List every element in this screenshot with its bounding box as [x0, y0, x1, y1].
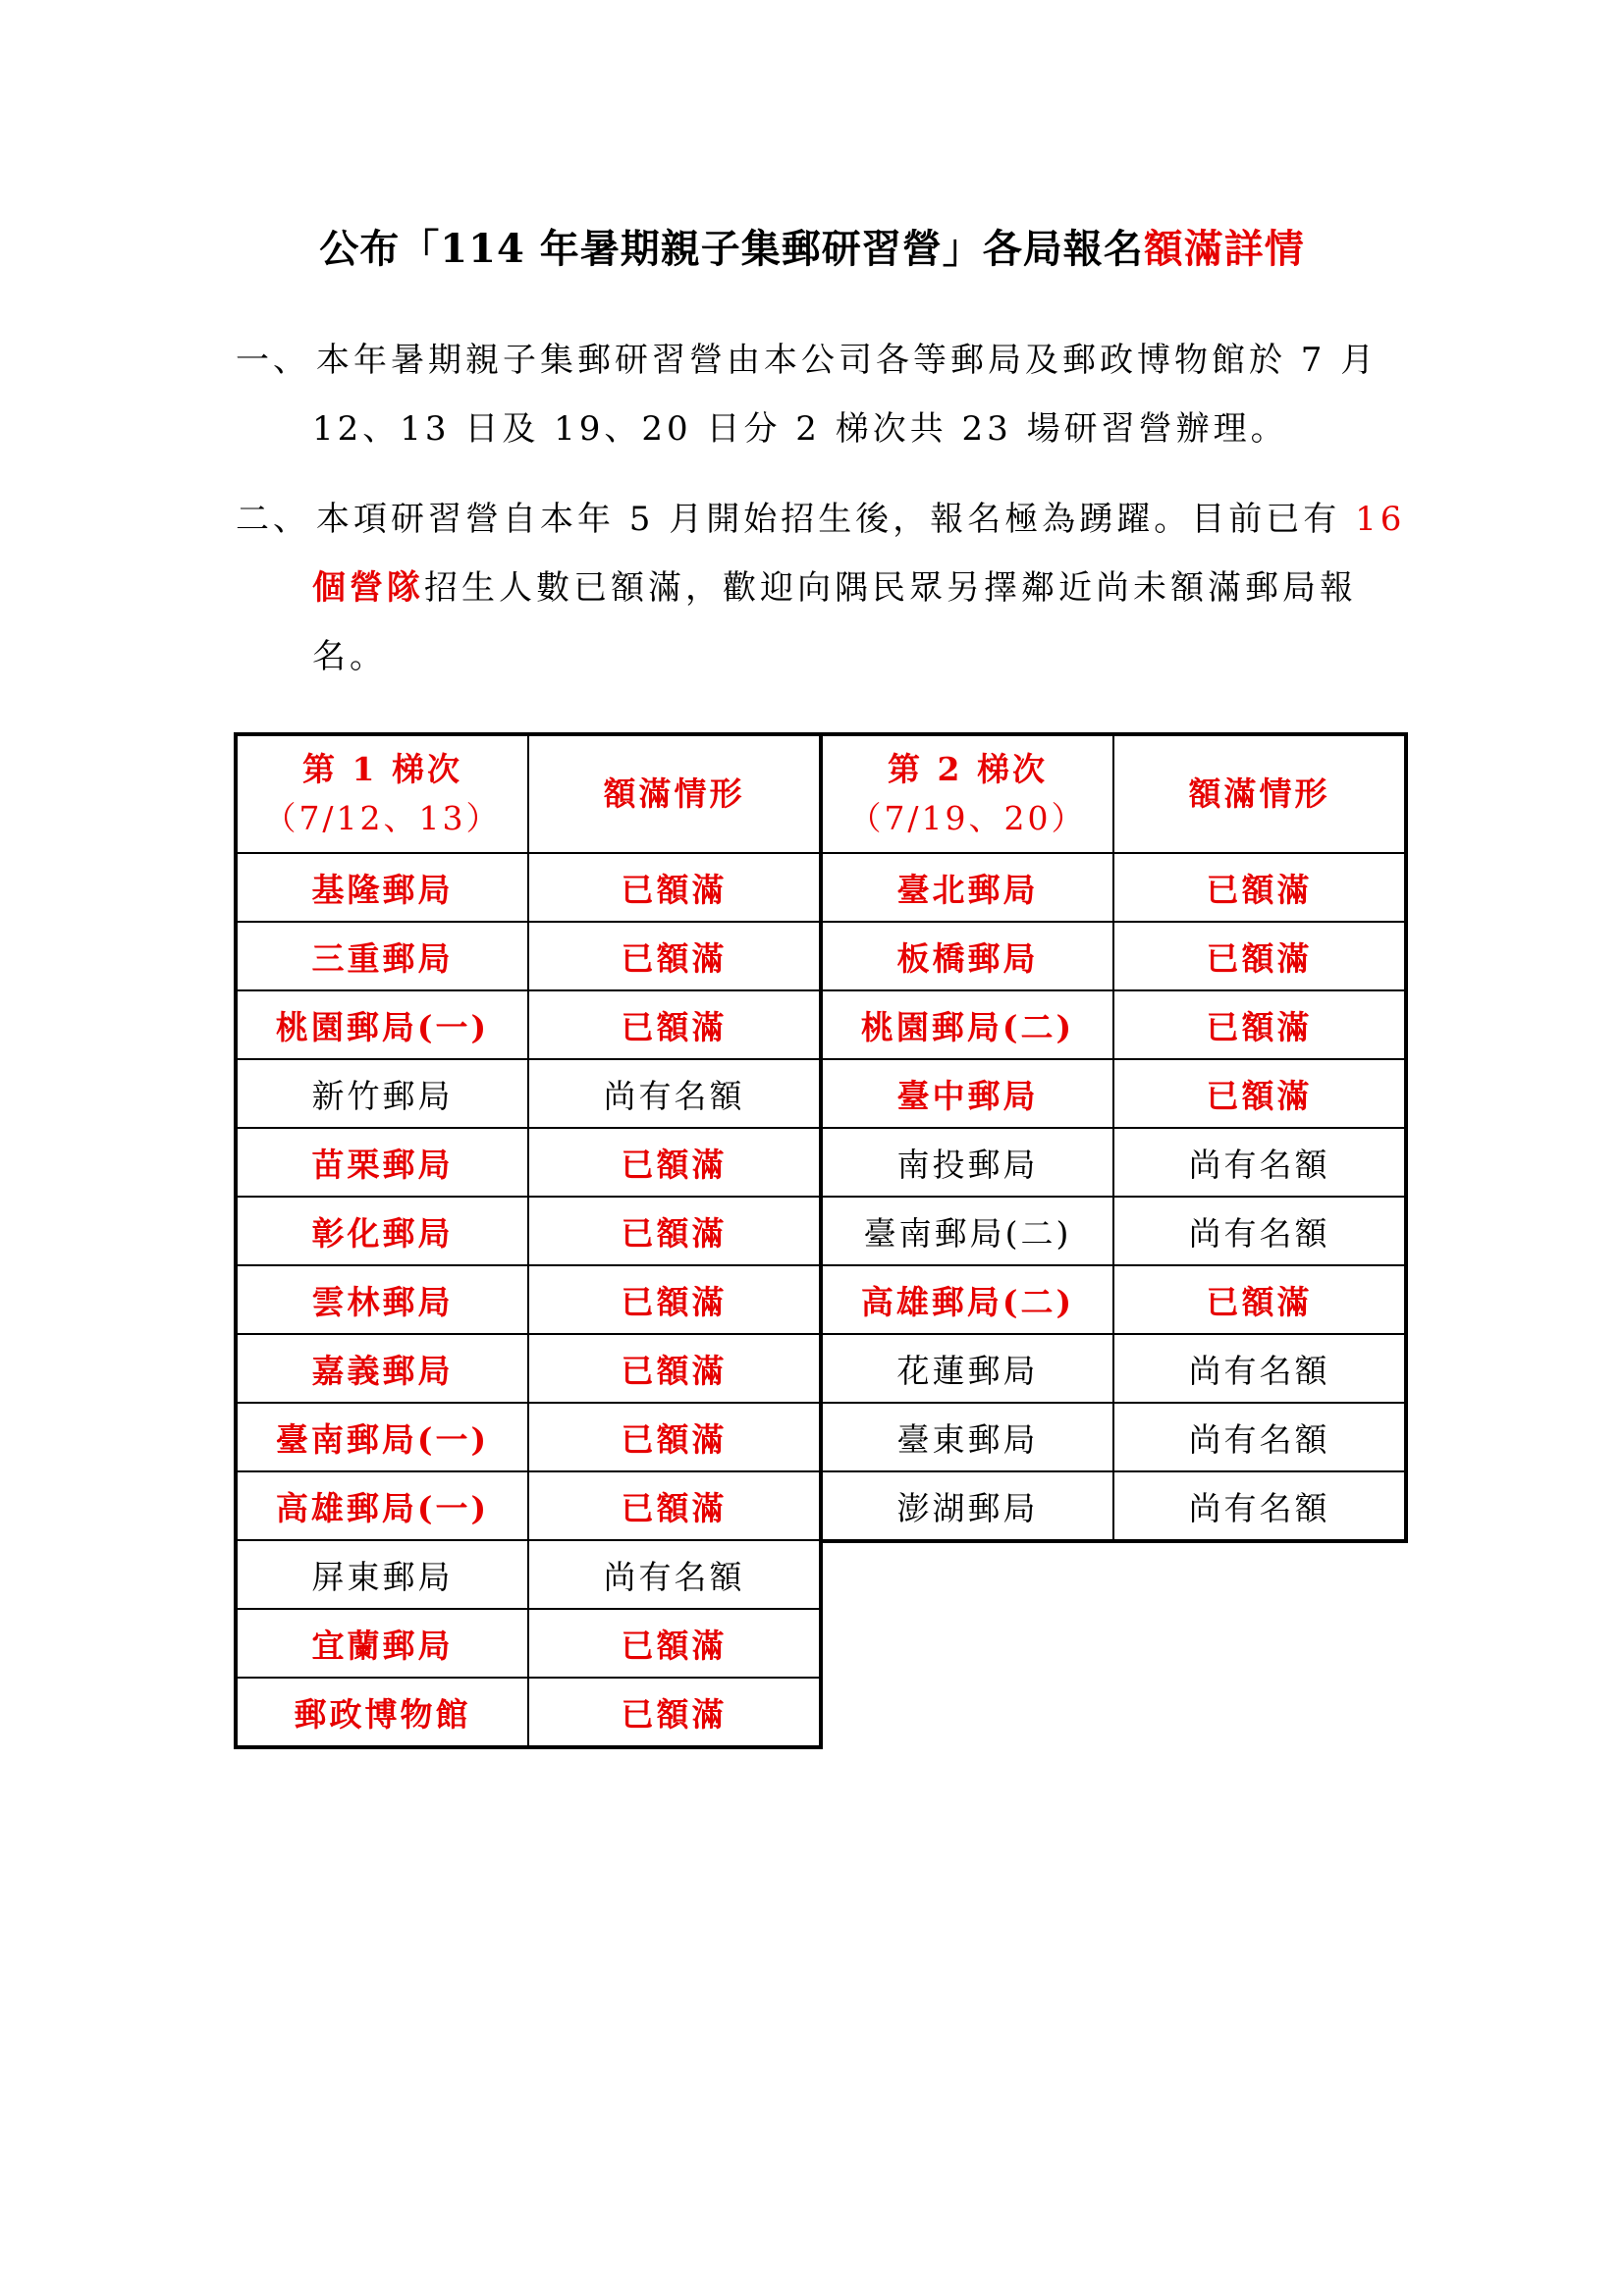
paragraph-1-line-2: 12、13 日及 19、20 日分 2 梯次共 23 場研習營辦理。: [312, 409, 1288, 449]
table-row: [821, 853, 1406, 922]
office-name: 桃園郵局(二): [821, 990, 1113, 1059]
status-cell: 尚有名額: [1113, 1334, 1406, 1403]
status-cell: 尚有名額: [528, 1540, 821, 1609]
office-name: 臺北郵局: [821, 853, 1113, 922]
status-cell: 已額滿: [1113, 990, 1406, 1059]
table-row: [821, 1059, 1406, 1128]
batch-1-header-status: 額滿情形: [528, 734, 821, 853]
office-name: 板橋郵局: [821, 922, 1113, 990]
office-name: 屏東郵局: [236, 1540, 528, 1609]
status-cell: 已額滿: [528, 1128, 821, 1197]
office-name: 新竹郵局: [236, 1059, 528, 1128]
office-name: 雲林郵局: [236, 1265, 528, 1334]
status-cell: 已額滿: [528, 1197, 821, 1265]
status-cell: 已額滿: [1113, 1265, 1406, 1334]
office-name: 高雄郵局(二): [821, 1265, 1113, 1334]
status-cell: 尚有名額: [1113, 1197, 1406, 1265]
status-cell: 已額滿: [528, 853, 821, 922]
table-row: [236, 1265, 821, 1334]
office-name: 彰化郵局: [236, 1197, 528, 1265]
status-cell: 尚有名額: [1113, 1128, 1406, 1197]
status-cell: 已額滿: [1113, 853, 1406, 922]
table-row: [236, 1403, 821, 1471]
office-name: 郵政博物館: [236, 1678, 528, 1747]
batch-2-header-status: 額滿情形: [1113, 734, 1406, 853]
status-cell: 尚有名額: [1113, 1471, 1406, 1541]
table-row: [821, 922, 1406, 990]
paragraph-1-line-1: 本年暑期親子集郵研習營由本公司各等郵局及郵政博物館於 7 月: [316, 341, 1379, 380]
batch-1-table: [234, 732, 823, 1749]
table-row: [236, 1128, 821, 1197]
paragraph-2-count: 16: [1355, 500, 1406, 539]
batch-2-table: [819, 732, 1408, 1543]
table-row: [821, 1128, 1406, 1197]
office-name: 苗栗郵局: [236, 1128, 528, 1197]
office-name: 臺南郵局(二): [821, 1197, 1113, 1265]
paragraph-1-number: 一、: [236, 341, 310, 380]
table-row: [236, 1609, 821, 1678]
office-name: 嘉義郵局: [236, 1334, 528, 1403]
table-row: [236, 853, 821, 922]
table-row: [821, 990, 1406, 1059]
office-name: 花蓮郵局: [821, 1334, 1113, 1403]
office-name: 基隆郵局: [236, 853, 528, 922]
batch-2-header-name: 第 2 梯次 （7/19、20）: [821, 734, 1113, 853]
table-row: [821, 1334, 1406, 1403]
paragraph-2-text-a: 本項研習營自本年 5 月開始招生後，報名極為踴躍。目前已有: [316, 500, 1356, 539]
office-name: 南投郵局: [821, 1128, 1113, 1197]
paragraph-2-line-1: [236, 485, 1414, 554]
office-name: 臺中郵局: [821, 1059, 1113, 1128]
batch-1-header-name: 第 1 梯次 （7/12、13）: [236, 734, 528, 853]
status-cell: 尚有名額: [528, 1059, 821, 1128]
title-highlight: 額滿詳情: [1143, 226, 1305, 272]
status-cell: 已額滿: [1113, 922, 1406, 990]
page-title: [0, 218, 1624, 274]
paragraph-2-line-2: [236, 554, 1414, 622]
paragraph-2-text-b: 招生人數已額滿，歡迎向隅民眾另擇鄰近尚未額滿郵局報: [424, 568, 1357, 608]
status-cell: 已額滿: [528, 922, 821, 990]
table-row: [236, 922, 821, 990]
office-name: 桃園郵局(一): [236, 990, 528, 1059]
table-row: [236, 990, 821, 1059]
office-name: 臺南郵局(一): [236, 1403, 528, 1471]
table-row: [236, 1678, 821, 1747]
office-name: 宜蘭郵局: [236, 1609, 528, 1678]
table-row: [821, 1471, 1406, 1541]
paragraph-2-teams: 個營隊: [312, 568, 424, 608]
status-cell: 已額滿: [528, 1334, 821, 1403]
table-row: [821, 1403, 1406, 1471]
status-cell: 尚有名額: [1113, 1403, 1406, 1471]
office-name: 三重郵局: [236, 922, 528, 990]
title-main: 公布「114 年暑期親子集郵研習營」各局報名: [319, 226, 1144, 272]
status-cell: 已額滿: [528, 1265, 821, 1334]
table-row: [236, 1334, 821, 1403]
status-cell: 已額滿: [528, 1403, 821, 1471]
paragraph-2-line-3: 名。: [312, 637, 387, 676]
office-name: 臺東郵局: [821, 1403, 1113, 1471]
table-row: [821, 1197, 1406, 1265]
table-row: [236, 1059, 821, 1128]
status-cell: 已額滿: [528, 1609, 821, 1678]
table-row: [236, 1540, 821, 1609]
paragraph-2: [236, 485, 1414, 691]
office-name: 高雄郵局(一): [236, 1471, 528, 1540]
paragraph-2-number: 二、: [236, 500, 310, 539]
status-cell: 已額滿: [1113, 1059, 1406, 1128]
status-cell: 已額滿: [528, 1471, 821, 1540]
office-name: 澎湖郵局: [821, 1471, 1113, 1541]
status-cell: 已額滿: [528, 990, 821, 1059]
paragraph-1: [236, 326, 1414, 463]
table-row: [236, 1471, 821, 1540]
status-cell: 已額滿: [528, 1678, 821, 1747]
table-row: [821, 1265, 1406, 1334]
table-row: [236, 1197, 821, 1265]
